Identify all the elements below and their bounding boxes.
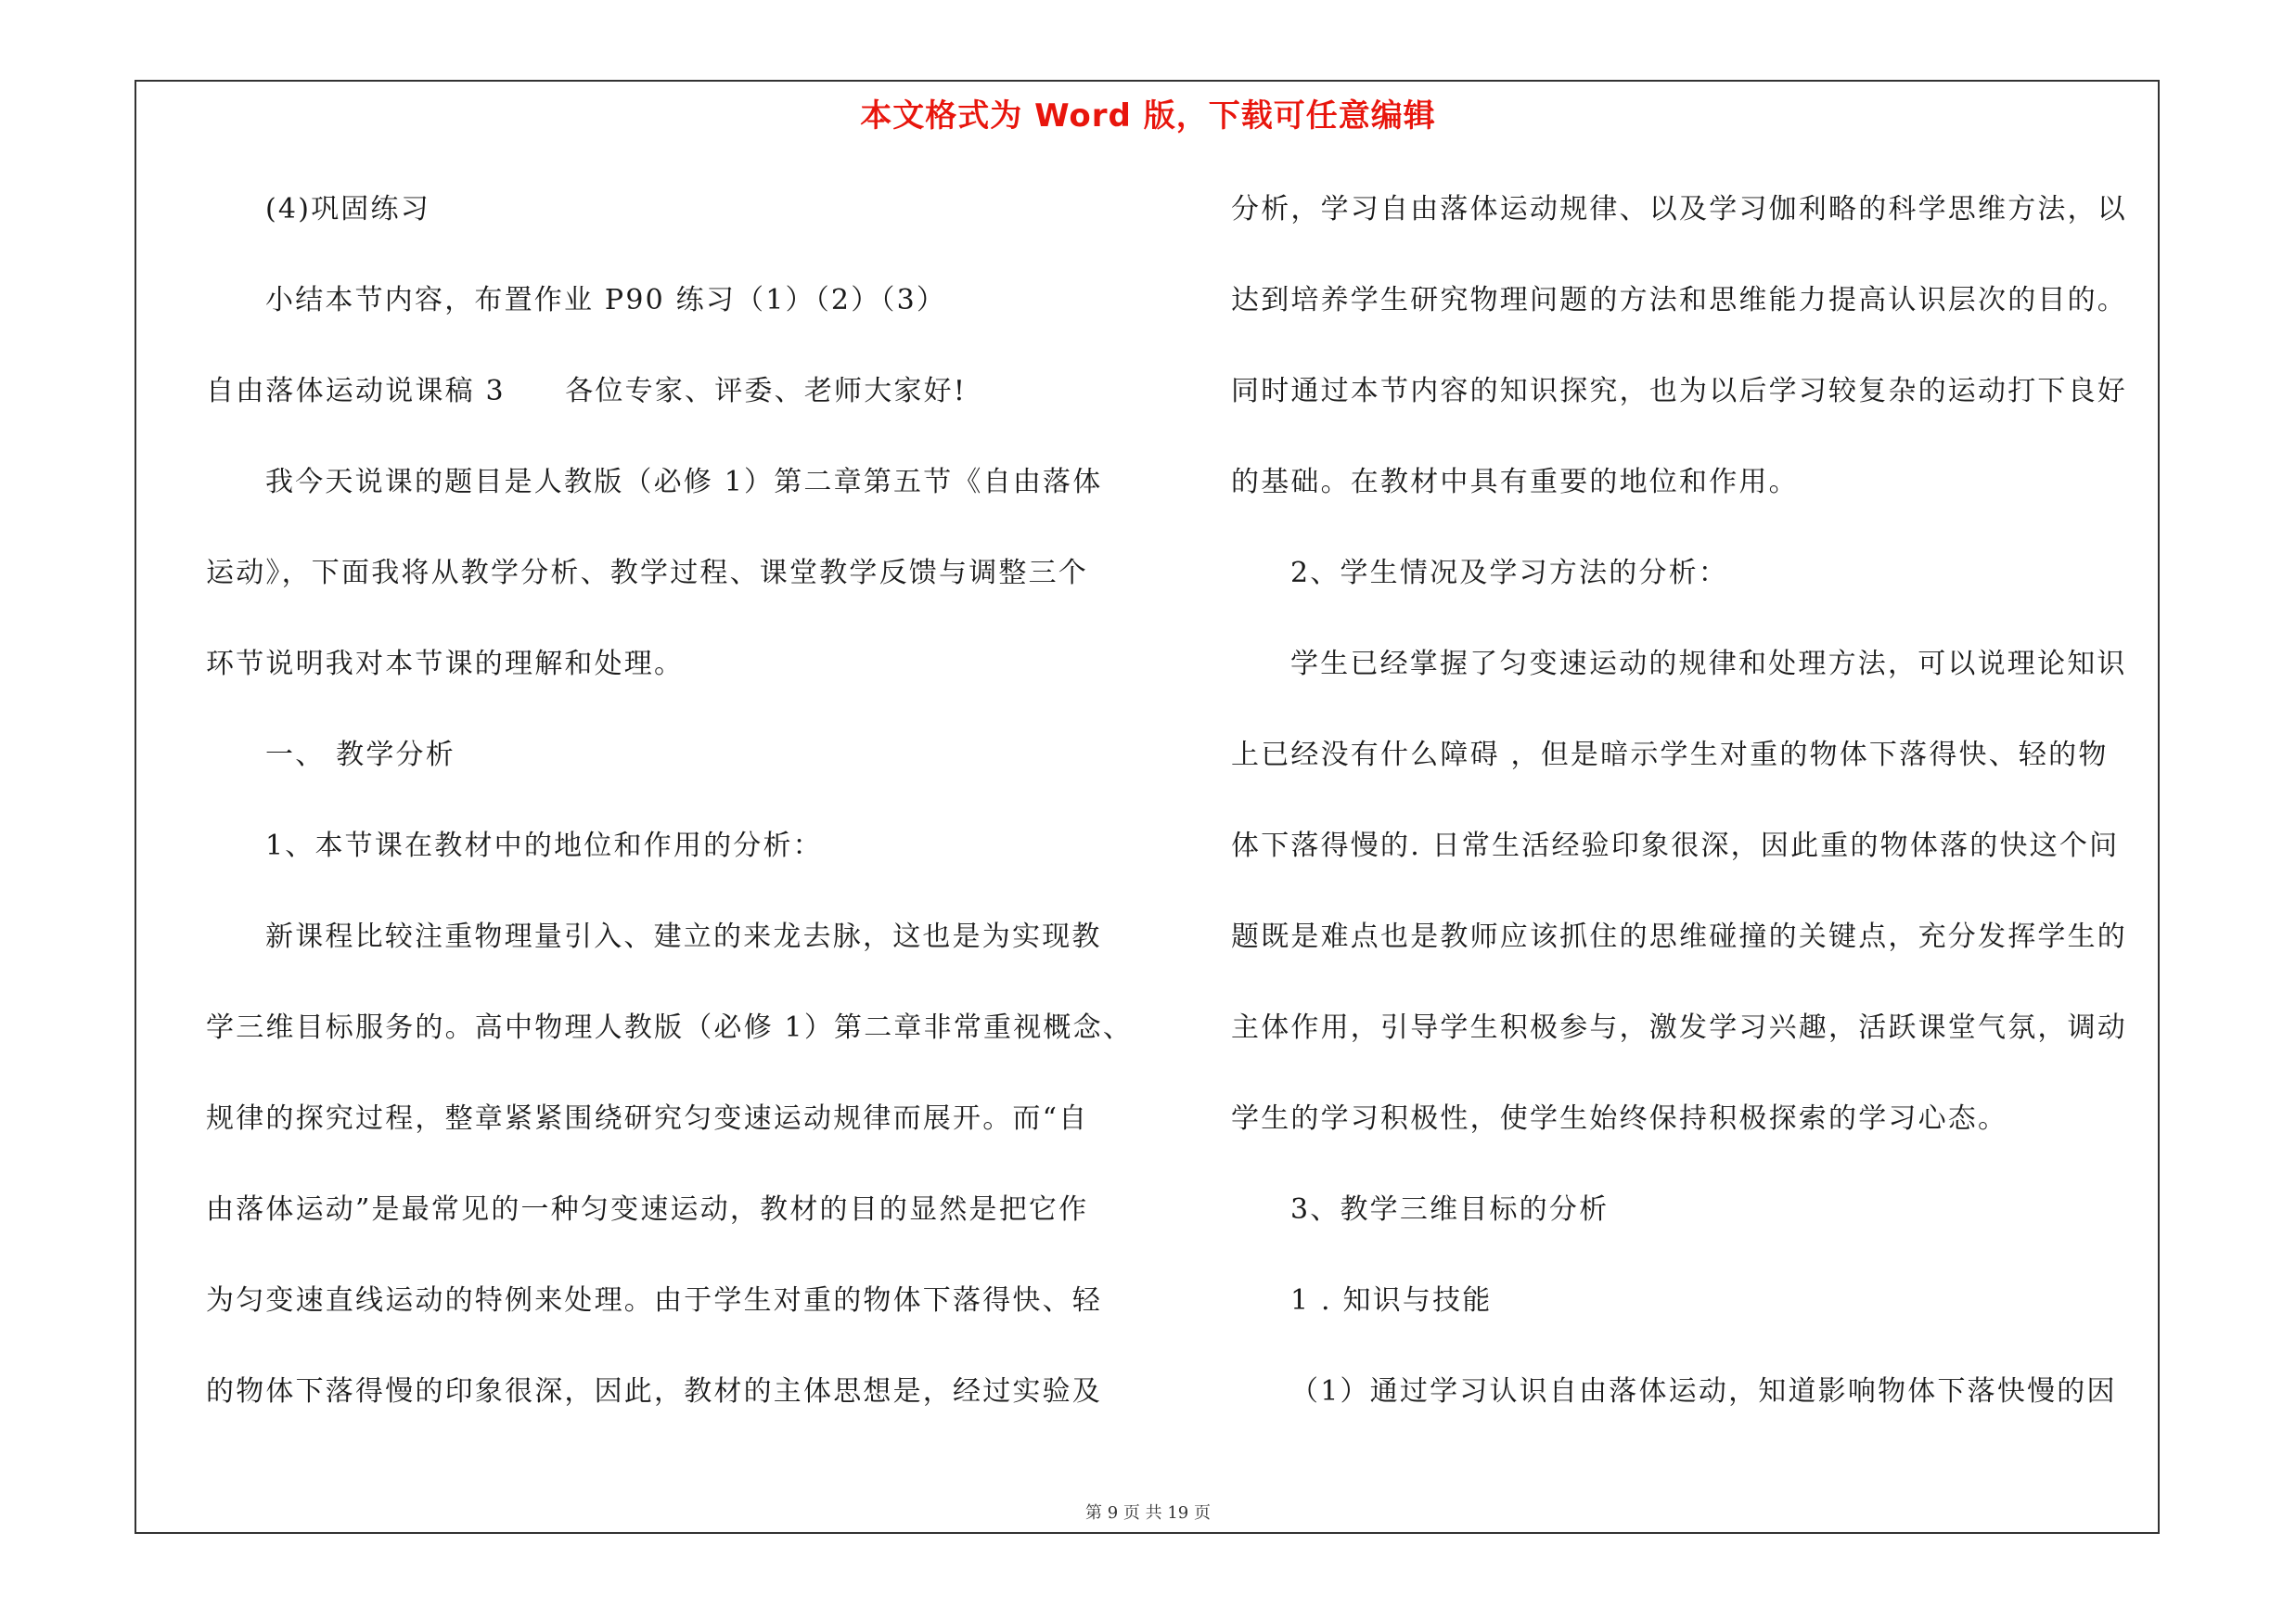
text-line: (4)巩固练习: [265, 193, 430, 225]
text-line: 由落体运动”是最常见的一种匀变速运动，教材的目的显然是把它作: [206, 1193, 1089, 1226]
text-line: 运动》，下面我将从教学分析、教学过程、课堂教学反馈与调整三个: [206, 557, 1088, 589]
text-line: 我今天说课的题目是人教版（必修 1）第二章第五节《自由落体: [265, 466, 1103, 498]
text-line: 达到培养学生研究物理问题的方法和思维能力提高认识层次的目的。: [1231, 284, 2127, 316]
page-number-footer: 第 9 页 共 19 页: [1085, 1503, 1211, 1523]
text-line: 的物体下落得慢的印象很深，因此，教材的主体思想是，经过实验及: [206, 1375, 1102, 1408]
text-line: 规律的探究过程，整章紧紧围绕研究匀变速运动规律而展开。而“自: [206, 1102, 1089, 1135]
text-line: 1、本节课在教材中的地位和作用的分析：: [265, 830, 823, 862]
text-line: 的基础。在教材中具有重要的地位和作用。: [1231, 466, 1799, 498]
text-line: 2、学生情况及学习方法的分析：: [1290, 557, 1729, 589]
text-line: 学生的学习积极性，使学生始终保持积极探索的学习心态。: [1231, 1102, 2008, 1135]
text-line: 1 . 知识与技能: [1290, 1284, 1493, 1317]
text-line: 题既是难点也是教师应该抓住的思维碰撞的关键点，充分发挥学生的: [1231, 921, 2127, 953]
text-line: 分析，学习自由落体运动规律、以及学习伽利略的科学思维方法，以: [1231, 193, 2127, 225]
text-line: 3、教学三维目标的分析: [1290, 1193, 1610, 1226]
text-line: （1）通过学习认识自由落体运动，知道影响物体下落快慢的因: [1290, 1375, 2117, 1408]
text-line: 小结本节内容，布置作业 P90 练习（1）（2）（3）: [265, 284, 947, 316]
text-line: 新课程比较注重物理量引入、建立的来龙去脉，这也是为实现教: [265, 921, 1102, 953]
text-line: 自由落体运动说课稿 3 各位专家、评委、老师大家好!: [206, 375, 968, 407]
text-line: 主体作用，引导学生积极参与，激发学习兴趣，活跃课堂气氛，调动: [1231, 1011, 2127, 1044]
text-line: 为匀变速直线运动的特例来处理。由于学生对重的物体下落得快、轻: [206, 1284, 1102, 1317]
text-line: 环节说明我对本节课的理解和处理。: [206, 648, 685, 680]
right-column: [1231, 182, 2159, 1455]
text-line: 体下落得慢的. 日常生活经验印象很深，因此重的物体落的快这个问: [1231, 830, 2120, 862]
text-line: 一、 教学分析: [265, 739, 455, 771]
text-line: 上已经没有什么障碍 ，但是暗示学生对重的物体下落得快、轻的物: [1231, 739, 2109, 771]
text-line: 学生已经掌握了匀变速运动的规律和处理方法，可以说理论知识: [1290, 648, 2127, 680]
left-column: [206, 182, 1134, 1455]
page-header-notice: 本文格式为 Word 版，下载可任意编辑: [860, 97, 1436, 135]
text-line: 学三维目标服务的。高中物理人教版（必修 1）第二章非常重视概念、: [206, 1011, 1134, 1044]
text-line: 同时通过本节内容的知识探究，也为以后学习较复杂的运动打下良好: [1231, 375, 2127, 407]
